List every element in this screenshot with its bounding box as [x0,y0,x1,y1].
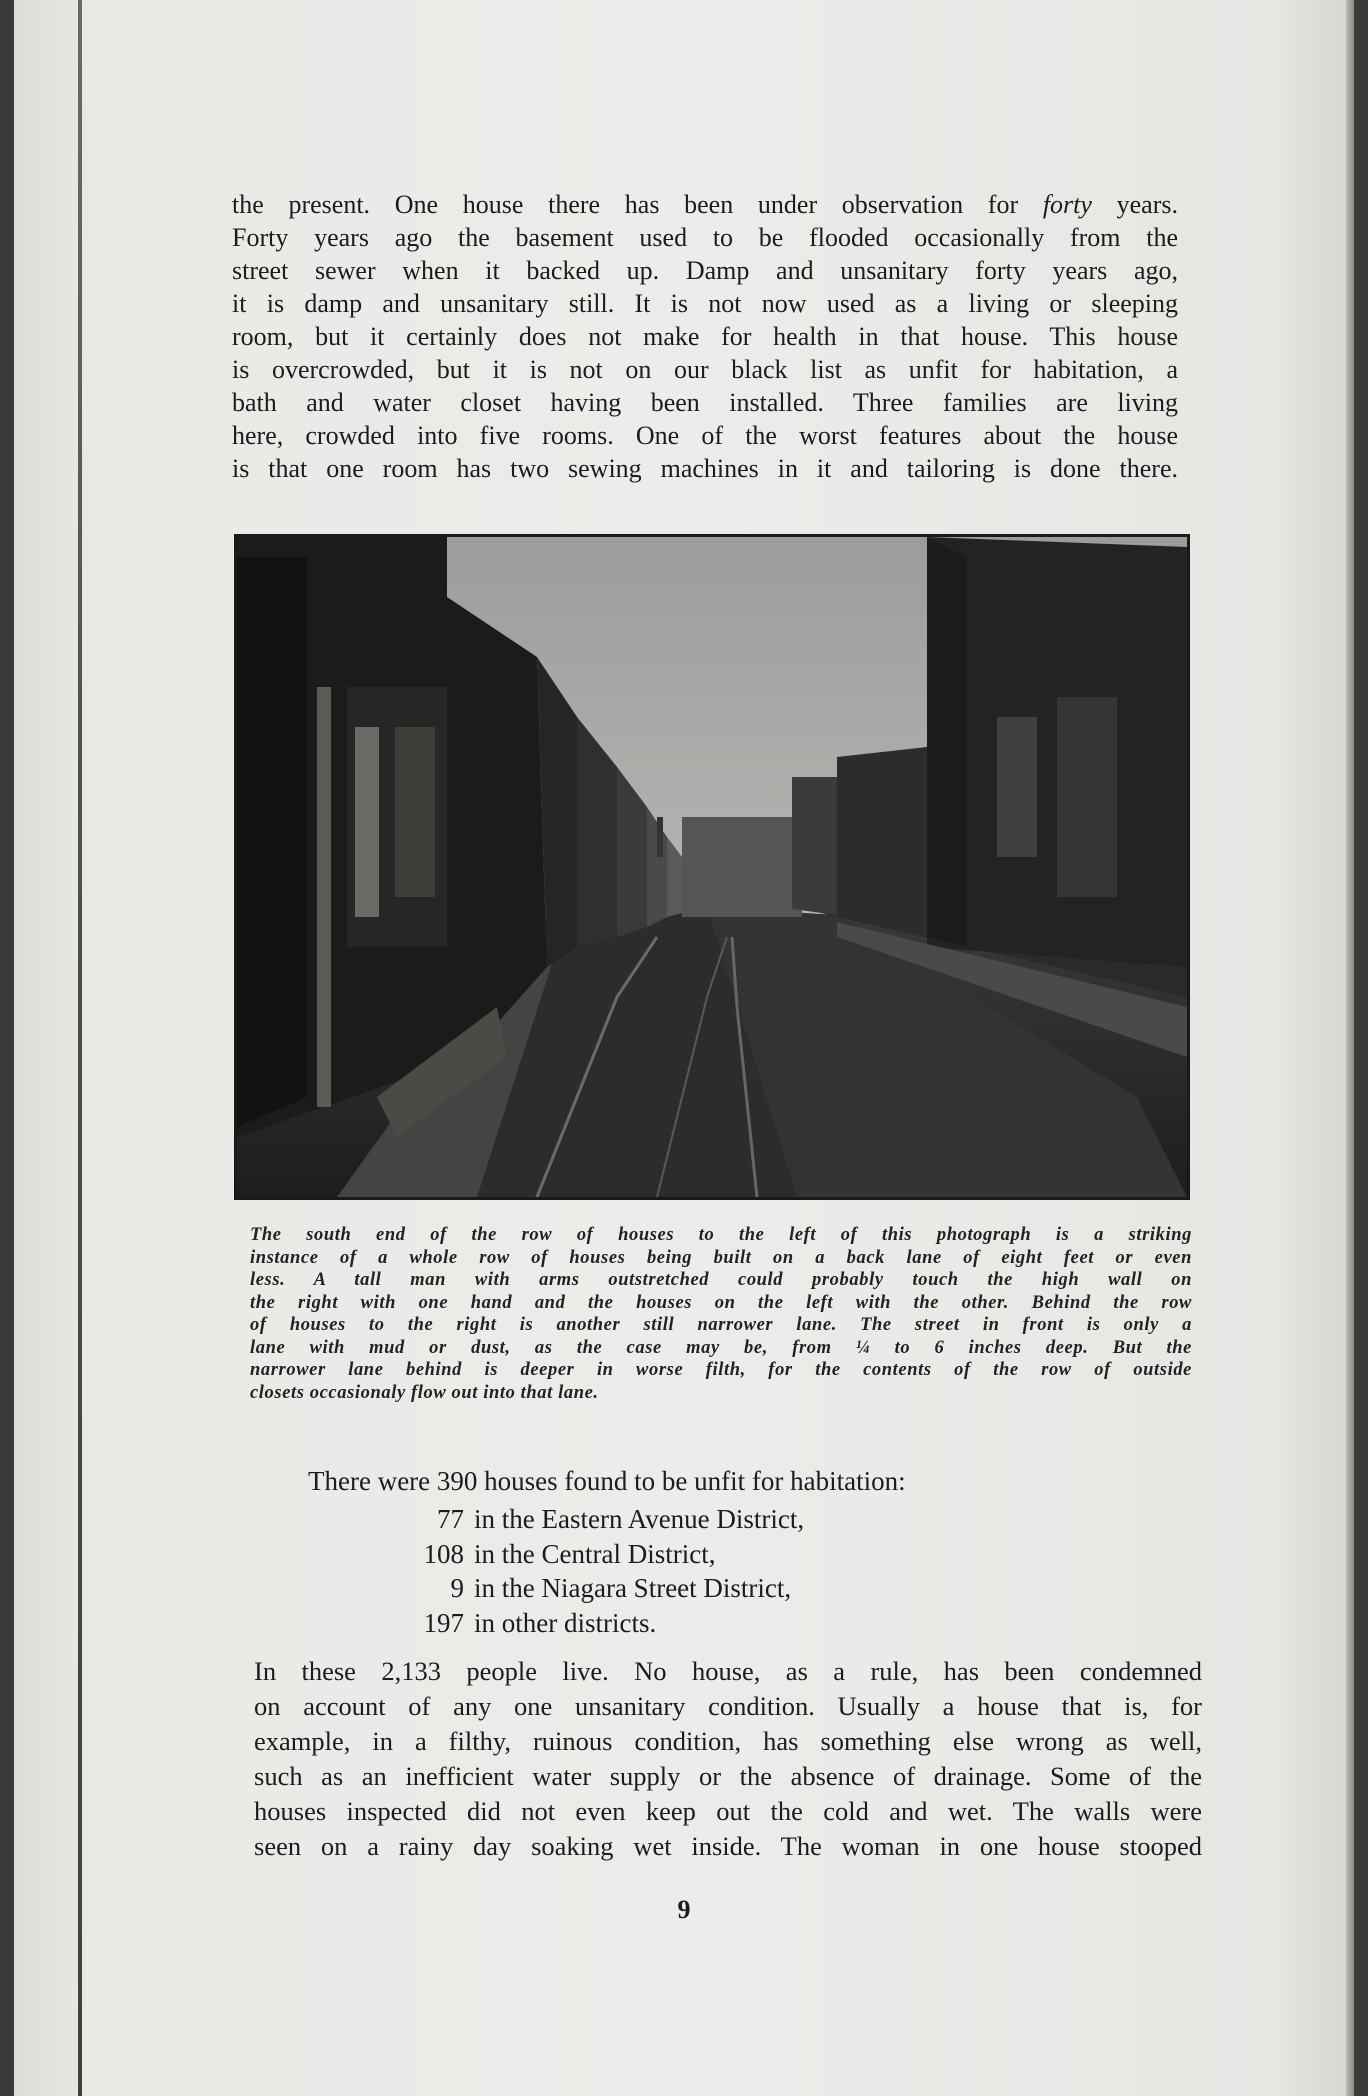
district-item [400,1502,960,1537]
text-segment: room, but it certainly does not make for health in that house. This house [232,322,1178,351]
text-segment: is that one room has two sewing machines in it and tailoring is done there. [232,454,1178,483]
district-list [400,1502,960,1640]
page-spine-shadow [78,0,82,2096]
page-right-edge [1346,0,1354,2096]
text-segment: street sewer when it backed up. Damp and unsanitary forty years ago, [232,256,1178,285]
district-item [400,1571,960,1606]
text-segment: here, crowded into five rooms. One of the worst features about the house [232,421,1178,450]
caption-line: narrower lane behind is deeper in worse filth, for the contents of the row of outside [250,1360,1192,1380]
district-count: 108 [423,1538,464,1569]
closing-line: houses inspected did not even keep out the cold and wet. The walls were [254,1796,1202,1826]
caption-line: closets occasionaly flow out into that lane. [250,1382,599,1403]
caption-line: instance of a whole row of houses being built on a back lane of eight feet or even [250,1247,1192,1268]
intro-line [232,386,1178,419]
intro-paragraph [232,188,1178,485]
intro-line [232,353,1178,386]
district-count: 9 [450,1573,464,1603]
closing-line: In these 2,133 people live. No house, as a rule, has been condemned [254,1656,1202,1686]
closing-line: such as an inefficient water supply or the absence of drainage. Some of the [254,1761,1202,1791]
text-segment: it is damp and unsanitary still. It is not now used as a living or sleeping [232,289,1178,318]
district-name: in the Niagara Street District, [474,1573,792,1603]
district-item [400,1537,960,1572]
intro-line [232,221,1178,254]
intro-line [232,188,1178,221]
closing-paragraph [254,1654,1202,1864]
caption-line: The south end of the row of houses to the left of this photograph is a striking [250,1225,1192,1245]
text-segment: Forty years ago the basement used to be flooded occasionally from the [232,223,1178,252]
intro-line [232,287,1178,320]
text-segment: years. [1091,190,1178,219]
street-photograph [234,534,1190,1200]
closing-line: on account of any one unsanitary condition. Usually a house that is, for [254,1691,1202,1721]
intro-line [232,254,1178,287]
emphasis-text: forty [1042,190,1092,219]
text-segment: bath and water closet having been installed. Three families are living [232,388,1178,417]
text-segment: is overcrowded, but it is not on our black list as unfit for habitation, a [232,355,1178,384]
photo-caption [250,1224,1192,1404]
caption-line: the right with one hand and the houses on the left with the other. Behind the row [250,1292,1192,1313]
page-number: 9 [677,1895,691,1924]
photograph-image [237,537,1187,1197]
intro-line [232,452,1178,485]
caption-line: less. A tall man with arms outstretched could probably touch the high wall on [250,1270,1192,1290]
district-name: in the Central District, [474,1538,716,1569]
district-count: 77 [437,1504,464,1534]
caption-line: of houses to the right is another still narrower lane. The street in front is only a [250,1315,1192,1335]
closing-line: seen on a rainy day soaking wet inside. The woman in one house stooped [254,1831,1202,1861]
district-item [400,1606,960,1641]
closing-line: example, in a filthy, ruinous condition, has something else wrong as well, [254,1726,1202,1756]
intro-line [232,419,1178,452]
summary-intro: There were 390 houses found to be unfit for habitation: [308,1466,906,1496]
caption-line: lane with mud or dust, as the case may be, from ¼ to 6 inches deep. But the [250,1337,1192,1358]
district-name: in other districts. [474,1607,657,1638]
district-name: in the Eastern Avenue District, [474,1504,805,1534]
intro-line [232,320,1178,353]
district-count: 197 [423,1607,464,1638]
text-segment: the present. One house there has been under observation for [232,190,1043,219]
